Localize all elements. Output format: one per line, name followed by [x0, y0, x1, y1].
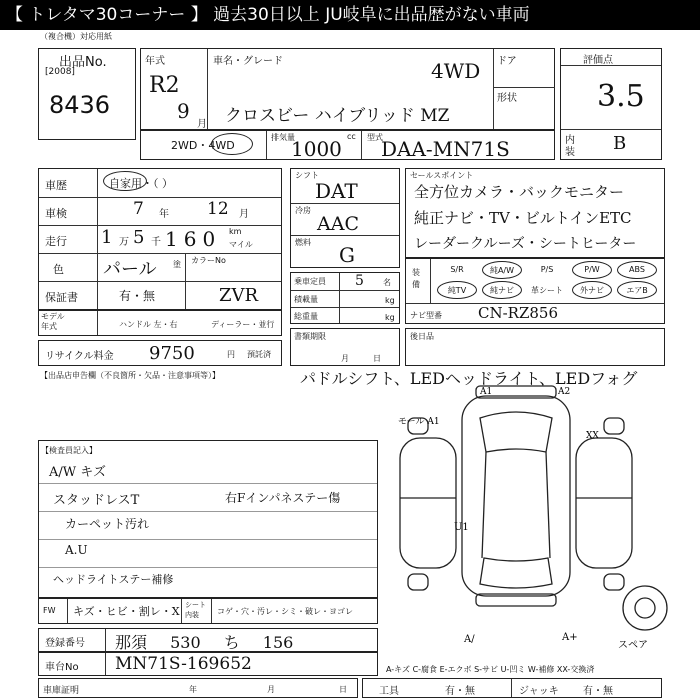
- shift-value: DAT: [315, 179, 358, 203]
- equipment-row1-item-2: P/S: [540, 265, 554, 274]
- chassis-value: MN71S-169652: [115, 654, 252, 674]
- inspection-month-unit: 月: [239, 209, 249, 220]
- score-box: [560, 48, 662, 160]
- cert-year-unit: 年: [189, 685, 197, 694]
- mark-xx: XX: [586, 431, 599, 441]
- load-unit: kg: [385, 296, 395, 305]
- equipment-row1-item-1: 純A/W: [489, 266, 515, 275]
- recycle-label: リサイクル料金: [45, 351, 114, 362]
- color-no-label: カラーNo: [191, 256, 226, 265]
- mark-a1-top: A1: [480, 387, 493, 397]
- cert-row: [38, 678, 358, 698]
- registration-label: 登録番号: [45, 638, 85, 649]
- inspector-line-1: A/W キズ: [49, 465, 107, 480]
- equipment-label: 装備: [412, 268, 420, 289]
- load-label: 積載量: [294, 295, 318, 304]
- shape-label: 形状: [497, 93, 517, 104]
- banner: [0, 0, 700, 30]
- ac-label: 冷房: [295, 206, 311, 215]
- drive-circle: [211, 133, 253, 155]
- mark-a2-top: A2: [558, 387, 571, 397]
- tools-value: 有・無: [445, 686, 475, 697]
- header-note: （複合機）対応用紙: [40, 32, 112, 41]
- chassis-row: [38, 652, 378, 676]
- year-month: 9: [177, 99, 190, 123]
- equipment-row2-item-4: エアB: [626, 286, 648, 295]
- damage-legend: A-キズ C-腐食 E-エクボ S-サビ U-凹ミ W-補修 XX-交換済: [386, 665, 595, 674]
- equipment-row1-circle-1: [482, 261, 522, 279]
- fuel-label: 燃料: [295, 238, 311, 247]
- type-label: 型式: [367, 133, 383, 142]
- drive-note: 4WD: [431, 59, 481, 83]
- spec-row: [140, 130, 555, 160]
- registration-value: 那須 530 ち 156: [115, 633, 294, 652]
- door-label: ドア: [497, 56, 517, 67]
- sales-point-line-2: 純正ナビ・TV・ビルトインETC: [414, 209, 632, 227]
- fw-sheet-label: シート 内装: [185, 601, 206, 619]
- inspector-line-5: ヘッドライトステー補修: [53, 573, 174, 586]
- recycle-box: [38, 340, 282, 366]
- banner-text: 【 トレタマ30コーナー 】 過去30日以上 JU岐阜に出品歴がない車両: [6, 5, 530, 25]
- mileage-unit-mile: マイル: [229, 240, 253, 249]
- equipment-row2-circle-3: [572, 281, 612, 299]
- model-row-label: モデル 年式: [41, 312, 65, 331]
- displacement-value: 1000: [291, 137, 342, 161]
- equipment-row2-item-1: 純ナビ: [490, 286, 514, 295]
- tools-row: [362, 678, 662, 698]
- interior-value: B: [613, 133, 627, 154]
- inspector-line-3: カーペット汚れ: [65, 517, 150, 531]
- capacity-box: [290, 272, 400, 324]
- paint-label: 塗: [173, 260, 181, 269]
- equipment-row1-item-3: P/W: [584, 265, 600, 274]
- inspector-side-note: 右Fインパネステー傷: [225, 491, 341, 505]
- capacity-unit: 名: [383, 278, 391, 287]
- score-label: 評価点: [583, 55, 613, 66]
- inspector-label: 【検査員記入】: [41, 446, 97, 455]
- year-model-box: [140, 48, 555, 130]
- gross-label: 総重量: [294, 312, 318, 321]
- model-row-handle: ハンドル 左・右: [119, 320, 178, 329]
- inspector-line-4: A.U: [65, 543, 88, 557]
- equipment-row2-item-2: 革シート: [531, 286, 563, 295]
- mileage-rest: 160: [165, 227, 222, 251]
- jack-label: ジャッキ: [519, 686, 559, 697]
- fw-text: キズ・ヒビ・割レ・X: [73, 605, 180, 618]
- interior-label-2: 装: [565, 147, 575, 158]
- equipment-row1-circle-4: [617, 261, 657, 279]
- model-label: 車名・グレード: [213, 56, 283, 67]
- inspection-year-unit: 年: [159, 209, 169, 220]
- displacement-label: 排気量: [271, 133, 295, 142]
- model-row-dealer: ディーラー・並行: [211, 320, 275, 329]
- recycle-unit: 円: [227, 350, 235, 359]
- capacity-label: 乗車定員: [294, 277, 326, 286]
- mileage-man: 1: [101, 227, 113, 248]
- drive-options: 2WD・4WD: [171, 139, 235, 152]
- history-circle: [103, 171, 147, 191]
- equipment-row2-circle-1: [482, 281, 522, 299]
- cert-label: 車庫証明: [43, 686, 80, 696]
- lot-box: [38, 48, 136, 140]
- displacement-unit: cc: [347, 132, 356, 141]
- declaration-text: パドルシフト、LEDヘッドライト、LEDフォグ: [300, 369, 638, 388]
- shift-label: シフト: [295, 171, 319, 180]
- warranty-label: 保証書: [45, 291, 78, 304]
- fw-sheet-text: コゲ・穴・汚レ・シミ・破レ・ヨゴレ: [217, 607, 353, 616]
- gross-unit: kg: [385, 313, 395, 322]
- score-value: 3.5: [597, 79, 645, 114]
- recycle-deposit: 預託済: [247, 350, 271, 359]
- color-value: パール: [103, 259, 157, 280]
- year-month-unit: 月: [197, 119, 207, 130]
- mileage-label: 走行: [45, 235, 67, 248]
- mileage-sen-unit: 千: [151, 237, 161, 248]
- color-label: 色: [53, 263, 64, 276]
- doc-due-unit: 月日: [341, 354, 405, 363]
- equipment-row1-circle-3: [572, 261, 612, 279]
- mark-a-right: A+: [562, 632, 578, 643]
- tools-label: 工具: [379, 686, 399, 697]
- mark-u1: U1: [454, 522, 469, 533]
- ac-value: AAC: [317, 213, 359, 235]
- mileage-unit-km: km: [229, 227, 242, 236]
- jack-value: 有・無: [583, 686, 613, 697]
- fw-label: FW: [43, 606, 56, 615]
- inspection-label: 車検: [45, 207, 67, 220]
- warranty-value: 有・無: [119, 289, 156, 303]
- lot-label: 出品No.: [59, 55, 107, 70]
- year-era: R2: [149, 73, 180, 98]
- interior-label-1: 内: [565, 135, 575, 146]
- year-label: 年式: [145, 56, 165, 67]
- basic-info-box: [38, 168, 282, 310]
- sales-point-label: セールスポイント: [410, 171, 474, 180]
- equipment-row1-item-4: ABS: [629, 265, 645, 274]
- mark-spare: スペア: [618, 640, 648, 648]
- cert-month-unit: 月: [267, 685, 275, 694]
- equipment-row1-item-0: S/R: [450, 265, 464, 274]
- equipment-row2-circle-0: [437, 281, 477, 299]
- doc-due-label: 書類期限: [294, 332, 326, 341]
- lot-number: 8436: [49, 91, 111, 119]
- registration-row: [38, 628, 378, 652]
- equipment-box: [405, 258, 665, 324]
- inspection-year: 7: [133, 199, 144, 219]
- sales-point-line-3: レーダークルーズ・シートヒーター: [414, 236, 637, 252]
- navi-label: ナビ型番: [410, 311, 442, 320]
- car-diagram: [390, 378, 700, 648]
- equipment-row2-circle-4: [617, 281, 657, 299]
- fw-row: [38, 598, 378, 624]
- mark-a-left: A/: [464, 634, 475, 645]
- declaration-label: 【出品店申告欄（不良箇所・欠品・注意事項等）】: [40, 371, 220, 380]
- mark-mirror: モール A1: [398, 417, 440, 427]
- shift-box: [290, 168, 400, 268]
- model-row: [38, 310, 282, 336]
- inspector-line-2: スタッドレスT: [53, 493, 140, 508]
- equipment-row2-item-0: 純TV: [447, 286, 467, 295]
- recycle-value: 9750: [149, 343, 195, 364]
- mileage-man-unit: 万: [119, 237, 129, 248]
- after-goods-label: 後日品: [410, 332, 434, 341]
- chassis-label: 車台No: [45, 662, 79, 673]
- doc-due-box: [290, 328, 405, 366]
- sales-point-line-1: 全方位カメラ・バックモニター: [414, 183, 625, 201]
- inspector-box: [38, 440, 378, 598]
- history-label: 車歴: [45, 179, 67, 192]
- lot-code: [2008]: [45, 67, 75, 77]
- model-name: クロスビー ハイブリッド MZ: [225, 106, 450, 126]
- type-value: DAA-MN71S: [381, 137, 510, 161]
- equipment-row2-item-3: 外ナビ: [580, 286, 604, 295]
- sales-point-box: [405, 168, 665, 258]
- navi-value: CN-RZ856: [478, 304, 559, 322]
- after-goods-box: [405, 328, 665, 366]
- mileage-sen: 5: [133, 227, 145, 248]
- fuel-value: G: [339, 243, 355, 267]
- inspection-month: 12: [207, 199, 229, 219]
- color-no-value: ZVR: [219, 285, 259, 306]
- capacity-value: 5: [355, 273, 364, 289]
- history-value: 自家用・（ ）: [109, 177, 173, 190]
- cert-day-unit: 日: [339, 685, 347, 694]
